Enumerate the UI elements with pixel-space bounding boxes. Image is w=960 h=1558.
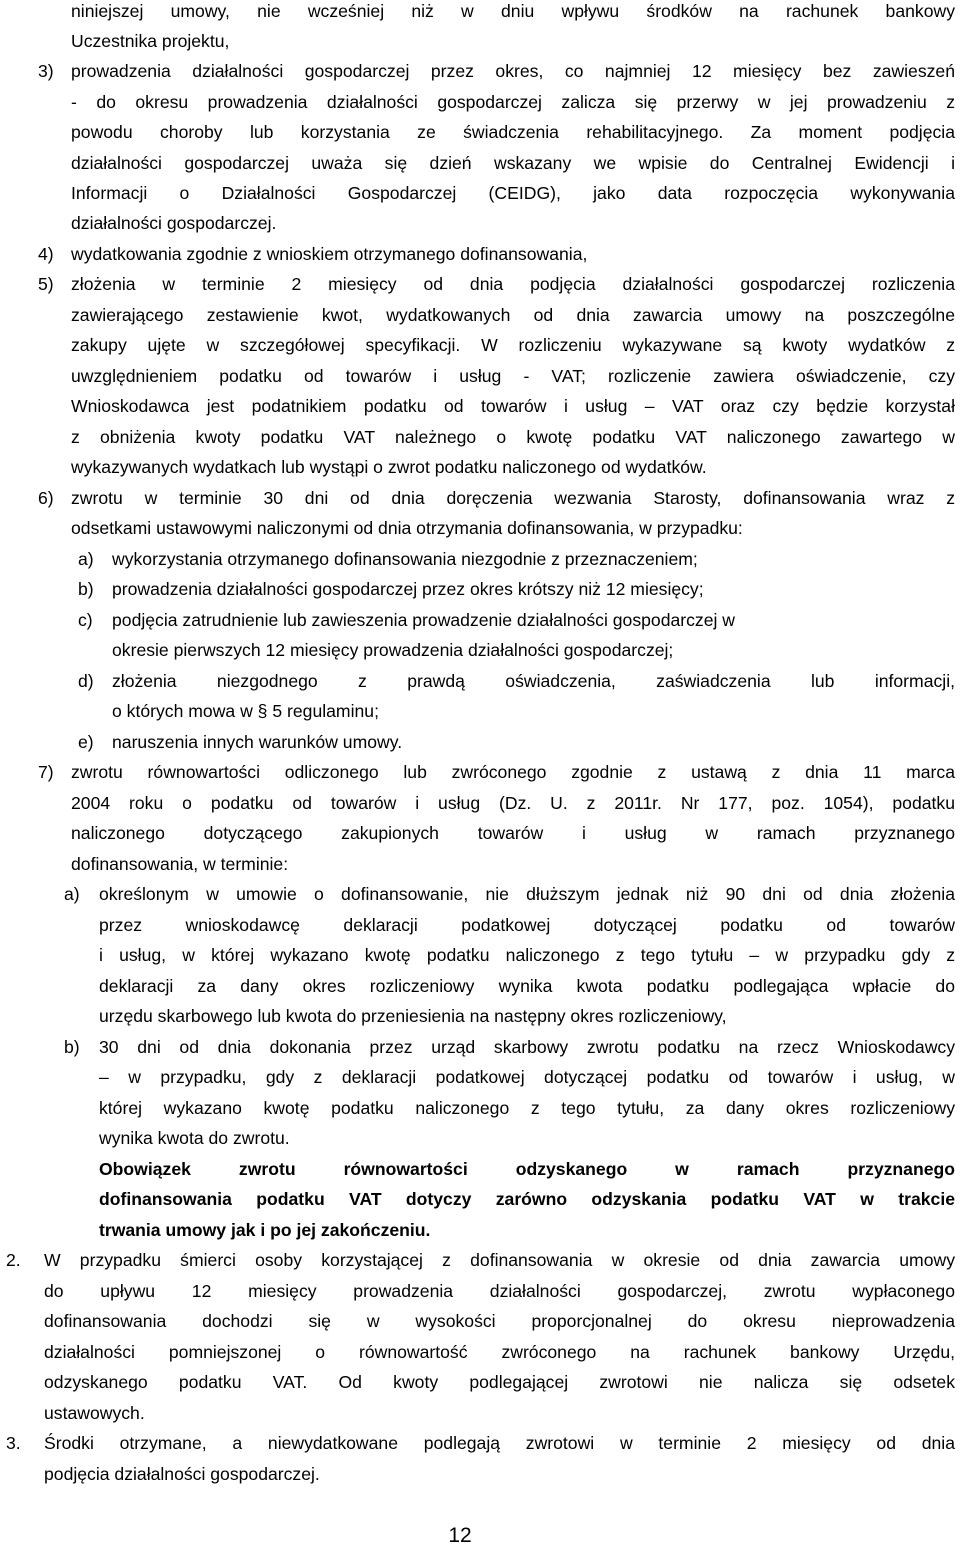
subitem-letter: b) xyxy=(64,1037,80,1057)
item-6c-line: podjęcia zatrudnienie lub zawieszenia prowadzenie działalności gospodarczej w xyxy=(112,610,735,630)
item-7-line: 2004 roku o podatku od towarów i usług (Dz. U. z 2011r. Nr 177, poz. 1054), podatku xyxy=(71,793,955,813)
intro-line-1: niniejszej umowy, nie wcześniej niż w dniu wpływu środków na rachunek bankowy xyxy=(71,1,955,21)
item-5-line: złożenia w terminie 2 miesięcy od dnia podjęcia działalności gospodarczej rozliczenia xyxy=(71,274,955,294)
subitem-letter: d) xyxy=(78,671,94,691)
item-7-line: zwrotu równowartości odliczonego lub zwróconego zgodnie z ustawą z dnia 11 marca xyxy=(71,762,955,782)
item-5-line: wykazywanych wydatkach lub wystąpi o zwrot podatku naliczonego od wydatków. xyxy=(71,457,707,477)
bold-notice-line: dofinansowania podatku VAT dotyczy zarówno odzyskania podatku VAT w trakcie xyxy=(99,1189,955,1209)
item-3-line: działalności gospodarczej. xyxy=(71,213,277,233)
item-5-line: zakupy ujęte w szczegółowej specyfikacji. W rozliczeniu wykazywane są kwoty wydatków z xyxy=(71,335,955,355)
item-7a-line: i usług, w której wykazano kwotę podatku naliczonego z tego tytułu – w przypadku gdy z xyxy=(99,945,955,965)
item-3-line: działalności gospodarczej uważa się dzień wskazany we wpisie do Centralnej Ewidencji i xyxy=(71,153,955,173)
item-7-line: dofinansowania, w terminie: xyxy=(71,854,289,874)
subitem-letter: e) xyxy=(78,732,94,752)
item-3-line: powodu choroby lub korzystania ze świadczenia rehabilitacyjnego. Za moment podjęcia xyxy=(71,122,955,142)
item-7a-line: deklaracji za dany okres rozliczeniowy wynika kwota podatku podlegająca wpłacie do xyxy=(99,976,955,996)
subitem-letter: a) xyxy=(64,884,80,904)
item-number: 5) xyxy=(38,274,54,294)
section-number: 3. xyxy=(6,1433,21,1453)
item-4-line: wydatkowania zgodnie z wnioskiem otrzymanego dofinansowania, xyxy=(71,244,588,264)
item-number: 3) xyxy=(38,61,54,81)
item-3-line: Informacji o Działalności Gospodarczej (CEIDG), jako data rozpoczęcia wykonywania xyxy=(71,183,955,203)
item-5-line: uwzględnieniem podatku od towarów i usług - VAT; rozliczenie zawiera oświadczenie, czy xyxy=(71,366,955,386)
section-2-line: ustawowych. xyxy=(44,1403,145,1423)
item-6-line: zwrotu w terminie 30 dni od dnia doręczenia wezwania Starosty, dofinansowania wraz z xyxy=(71,488,955,508)
item-7a-line: przez wnioskodawcę deklaracji podatkowej dotyczącej podatku od towarów xyxy=(99,915,955,935)
item-6-line: odsetkami ustawowymi naliczonymi od dnia otrzymania dofinansowania, w przypadku: xyxy=(71,518,743,538)
item-3-line: - do okresu prowadzenia działalności gospodarczej zalicza się przerwy w jej prowadzeniu z xyxy=(71,92,955,112)
item-7a-line: urzędu skarbowego lub kwota do przeniesienia na następny okres rozliczeniowy, xyxy=(99,1006,727,1026)
item-6b-line: prowadzenia działalności gospodarczej przez okres krótszy niż 12 miesięcy; xyxy=(112,579,704,599)
section-2-line: do upływu 12 miesięcy prowadzenia działalności gospodarczej, zwrotu wypłaconego xyxy=(44,1281,955,1301)
page-number: 12 xyxy=(448,1524,472,1547)
item-5-line: zawierającego zestawienie kwot, wydatkowanych od dnia zawarcia umowy na poszczególne xyxy=(71,305,955,325)
section-number: 2. xyxy=(6,1250,21,1270)
item-6d-line: o których mowa w § 5 regulaminu; xyxy=(112,701,379,721)
section-3-line: podjęcia działalności gospodarczej. xyxy=(44,1464,320,1484)
item-7a-line: określonym w umowie o dofinansowanie, nie dłuższym jednak niż 90 dni od dnia złożenia xyxy=(99,884,955,904)
item-5-line: z obniżenia kwoty podatku VAT należnego o kwotę podatku VAT naliczonego zawartego w xyxy=(71,427,955,447)
item-number: 4) xyxy=(38,244,54,264)
bold-notice-line: Obowiązek zwrotu równowartości odzyskanego w ramach przyznanego xyxy=(99,1159,955,1179)
intro-line-2: Uczestnika projektu, xyxy=(71,31,230,51)
subitem-letter: b) xyxy=(78,579,94,599)
item-6a-line: wykorzystania otrzymanego dofinansowania niezgodnie z przeznaczeniem; xyxy=(112,549,698,569)
subitem-letter: c) xyxy=(78,610,93,630)
subitem-letter: a) xyxy=(78,549,94,569)
section-2-line: W przypadku śmierci osoby korzystającej z dofinansowania w okresie od dnia zawarcia umowy xyxy=(44,1250,955,1270)
item-7b-line: – w przypadku, gdy z deklaracji podatkowej dotyczącej podatku od towarów i usług, w xyxy=(99,1067,955,1087)
section-2-line: działalności pomniejszonej o równowartość zwróconego na rachunek bankowy Urzędu, xyxy=(44,1342,955,1362)
item-6d-line: złożenia niezgodnego z prawdą oświadczenia, zaświadczenia lub informacji, xyxy=(112,671,955,691)
item-7b-line: 30 dni od dnia dokonania przez urząd skarbowy zwrotu podatku na rzecz Wnioskodawcy xyxy=(99,1037,955,1057)
item-7-line: naliczonego dotyczącego zakupionych towarów i usług w ramach przyznanego xyxy=(71,823,955,843)
item-7b-line: wynika kwota do zwrotu. xyxy=(99,1128,290,1148)
bold-notice-line: trwania umowy jak i po jej zakończeniu. xyxy=(99,1220,431,1240)
item-number: 7) xyxy=(38,762,54,782)
section-2-line: dofinansowania dochodzi się w wysokości proporcjonalnej do okresu nieprowadzenia xyxy=(44,1311,955,1331)
item-6c-line: okresie pierwszych 12 miesięcy prowadzenia działalności gospodarczej; xyxy=(112,640,674,660)
item-5-line: Wnioskodawca jest podatnikiem podatku od towarów i usług – VAT oraz czy będzie korzystał xyxy=(71,396,955,416)
item-6e-line: naruszenia innych warunków umowy. xyxy=(112,732,403,752)
item-7b-line: której wykazano kwotę podatku naliczonego z tego tytułu, za dany okres rozliczeniowy xyxy=(99,1098,955,1118)
section-2-line: odzyskanego podatku VAT. Od kwoty podlegającej zwrotowi nie nalicza się odsetek xyxy=(44,1372,955,1392)
item-number: 6) xyxy=(38,488,54,508)
section-3-line: Środki otrzymane, a niewydatkowane podlegają zwrotowi w terminie 2 miesięcy od dnia xyxy=(44,1433,955,1453)
item-3-line: prowadzenia działalności gospodarczej przez okres, co najmniej 12 miesięcy bez zawieszeń xyxy=(71,61,955,81)
